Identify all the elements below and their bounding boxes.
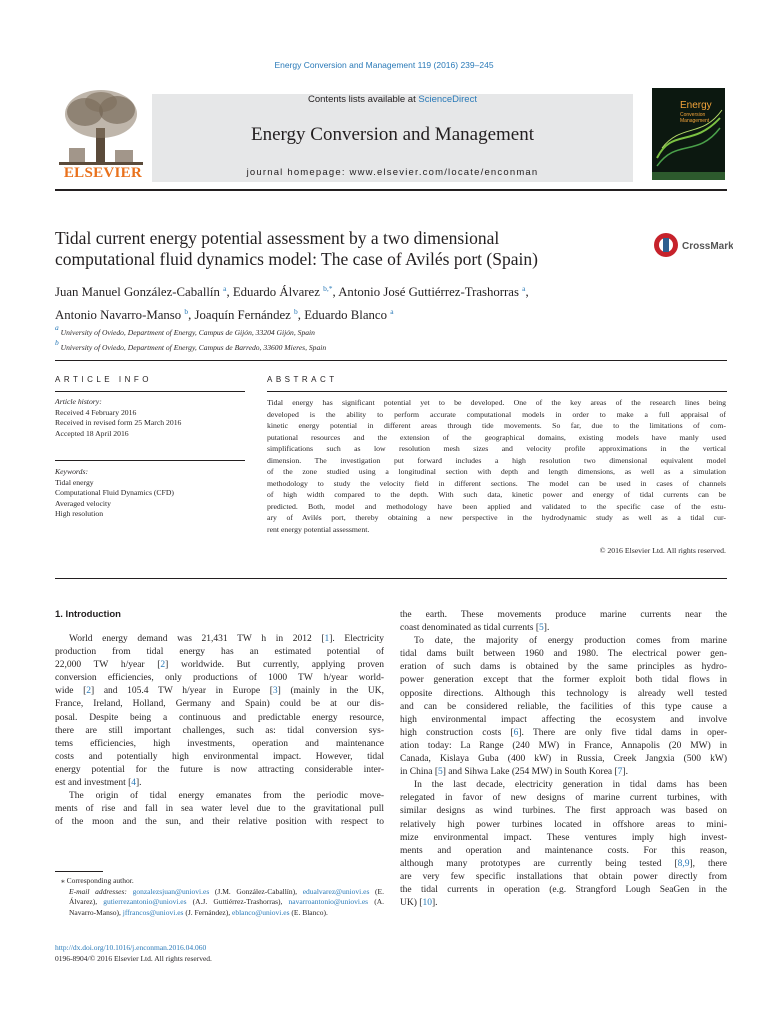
abstract-line: developed is the ability to perform accurate computational models in order to make a full appraisal of	[267, 409, 726, 419]
email-addresses	[55, 887, 384, 919]
email-link[interactable]: edualvarez@uniovi.es	[302, 886, 370, 896]
journal-title: Energy Conversion and Management	[251, 124, 534, 145]
citation-link[interactable]: 7	[617, 767, 623, 778]
cover-title-2: Conversion	[680, 112, 706, 118]
author-name: Eduardo Blanco	[304, 308, 388, 322]
journal-reference[interactable]: Energy Conversion and Management 119 (2016) 239–245	[274, 60, 494, 70]
citation-link[interactable]: 1	[324, 634, 330, 644]
body-text-line: there are still important challenges, such as: tidal conversion sys-	[55, 725, 384, 736]
author-affiliation-mark[interactable]: b,*	[323, 284, 333, 293]
sciencedirect-link[interactable]: ScienceDirect	[418, 94, 477, 105]
abstract-line: ary of Avilés port, thereby obtaining a new perspective in the hydrodynamic study as well as a tidal cur-	[267, 513, 726, 522]
citation-link[interactable]: 5	[438, 767, 443, 778]
body-text-line: opposite directions. Although this technology is already well tested	[400, 688, 727, 699]
affiliation-b: $^b$ University of Oviedo, Department of Energy, Campus de Barredo, 33600 Mieres, Spain	[55, 338, 327, 352]
abstract-heading: ABSTRACT	[267, 375, 338, 384]
footnotes	[55, 876, 384, 918]
author-separator: ,	[297, 308, 305, 322]
body-text-line: Canada, Kislaya Guba (400 kW) in Russia, Creek Jangxia (500 kW)	[400, 754, 727, 765]
citation-link[interactable]: 8,9	[677, 858, 690, 869]
body-text-line: wide [2] and 105.4 TW h/year in Europe [3] (mainly in the UK,	[55, 686, 384, 697]
elsevier-wordmark: ELSEVIER	[63, 165, 143, 181]
divider	[55, 460, 245, 461]
author-separator: ,	[332, 285, 339, 299]
abstract-line: Tidal energy has significant potential yet to be developed. One of the key areas of the research lines being	[267, 398, 726, 407]
authors-line-1	[55, 279, 695, 302]
affiliation-a: $^a$ University of Oviedo, Department of Energy, Campus de Gijón, 33204 Gijón, Spain	[55, 323, 315, 337]
email-owner: (J.M. González-Caballín),	[209, 886, 303, 896]
body-text-line: similar designs as wind turbines. The first approach was based on	[400, 806, 727, 817]
contents-prefix: Contents lists available at	[308, 94, 419, 105]
body-text-line: are very few specific installations that obtain power directly from	[400, 871, 727, 882]
affiliations	[55, 323, 695, 353]
email-link[interactable]: jffrancos@uniovi.es	[122, 907, 184, 917]
author-name: Juan Manuel González-Caballín	[55, 285, 220, 299]
title-line-2: computational fluid dynamics model: The case of Avilés port (Spain)	[55, 249, 538, 269]
author-affiliation-mark[interactable]: a	[223, 284, 227, 293]
author-name: Joaquín Fernández	[194, 308, 291, 322]
doi-block	[55, 943, 384, 964]
history-received: Received 4 February 2016	[55, 407, 137, 417]
history-revised: Received in revised form 25 March 2016	[55, 418, 182, 428]
abstract-line: methodology to study the velocity field in different sections. The model can be used in cases of channels	[267, 478, 726, 488]
history-label: Article history:	[55, 397, 102, 406]
body-text-line: To date, the majority of energy production comes from marine	[414, 636, 727, 647]
body-text-line: mize environmental impact. These ventures imply high invest-	[400, 832, 727, 843]
body-text-line: production from tidal energy has an estimated potential of	[55, 647, 384, 658]
author-affiliation-mark[interactable]: b	[294, 307, 298, 316]
doi-link[interactable]: http://dx.doi.org/10.1016/j.enconman.2016.04.060	[55, 943, 207, 952]
body-text-line: ation today: La Range (240 MW) in France, Annapolis (20 MW) in	[400, 740, 727, 751]
body-text-line: The origin of tidal energy emanates from the periodic move-	[69, 791, 384, 802]
body-text-line: although many prototypes are currently being tested [8,9], there	[400, 858, 727, 869]
authors-line-2	[55, 302, 695, 325]
article-info-heading: ARTICLE INFO	[55, 375, 152, 384]
author-affiliation-mark[interactable]: a	[390, 307, 394, 316]
body-column-right	[400, 609, 727, 910]
contents-line	[152, 94, 633, 105]
email-link[interactable]: navarroantonio@uniovi.es	[288, 897, 369, 907]
email-link[interactable]: gutierrezantonio@uniovi.es	[103, 897, 187, 907]
header-divider	[55, 189, 727, 191]
email-owner: (A.J. Guttiérrez-Trashorras),	[186, 897, 289, 907]
body-text-line: conversion efficiencies, only productions of 1000 TW h/year world-	[55, 673, 384, 684]
keyword: Tidal energy	[55, 477, 94, 487]
body-text-line: UK) [10].	[400, 898, 438, 909]
email-owner: (E. Blanco).	[289, 907, 328, 917]
journal-homepage	[152, 167, 633, 178]
author-separator: ,	[188, 308, 195, 322]
abstract-line: predicted. Both, model and methodology have been applied and validated to the specific case of the estu-	[267, 501, 726, 511]
citation-link[interactable]: 4	[131, 778, 136, 789]
homepage-link[interactable]: www.elsevier.com/locate/enconman	[349, 167, 539, 178]
section-heading-introduction: 1. Introduction	[55, 609, 121, 620]
author-separator: ,	[525, 285, 529, 299]
keyword: Computational Fluid Dynamics (CFD)	[55, 488, 174, 498]
body-text-line: relatively high power turbines located in offshore areas to mini-	[400, 819, 727, 830]
body-text-line: and can be considered reliable, the facilities of this type cause a	[400, 701, 727, 712]
body-text-line: high environmental impact affecting the ecosystem and involve	[400, 714, 727, 725]
citation-link[interactable]: 2	[160, 660, 166, 671]
author-affiliation-mark[interactable]: a	[522, 284, 526, 293]
author-separator: ,	[226, 285, 233, 299]
body-text-line: est and investment [4].	[55, 778, 142, 789]
body-text-line: costs and potentially high environmental impact. However, tidal	[55, 751, 384, 762]
body-text-line: high construction costs [6]. There are only five tidal dams in oper-	[400, 727, 727, 738]
body-column-left	[55, 633, 384, 829]
abstract-line: dimension. The investigation put forward includes a high resolution two dimensional equivalent model	[267, 455, 726, 465]
journal-cover-image[interactable]	[652, 88, 725, 180]
body-text-line: 22,000 TW h/year [2] worldwide. But currently, applying proven	[55, 660, 384, 671]
keyword: High resolution	[55, 509, 104, 519]
citation-link[interactable]: 5	[539, 623, 544, 634]
crossmark-label: CrossMark	[682, 241, 733, 252]
body-text-line: the earth. These movements produce marine currents near the	[400, 610, 727, 620]
keyword: Averaged velocity	[55, 498, 111, 508]
divider	[267, 391, 727, 392]
abstract-copyright: © 2016 Elsevier Ltd. All rights reserved.	[599, 546, 726, 555]
history-accepted: Accepted 18 April 2016	[55, 428, 129, 438]
abstract-line: simplifications such as low resolution mesh sizes and velocity profile approximations in the vertical	[267, 444, 726, 453]
email-link[interactable]: gonzalezsjuan@uniovi.es	[132, 886, 210, 896]
body-text-line: the tidal currents in operation (e.g. Strangford Lough SeaGen in the	[400, 884, 727, 895]
emails-label: E-mail addresses:	[69, 886, 133, 896]
body-text-line: ments of rise and fall in sea water level due to the gravitational pull	[55, 804, 384, 815]
author-name: Antonio Navarro-Manso	[55, 308, 182, 322]
body-text-line: coast denominated as tidal currents [5].	[400, 623, 550, 634]
citation-link[interactable]: 2	[86, 686, 92, 697]
body-text-line: tidal dams built between 1960 and 1980. The electrical power gen-	[400, 649, 727, 660]
author-list	[55, 279, 695, 325]
body-text-line: energy potential for the future is now attracting considerable inter-	[55, 764, 384, 775]
issn-line: 0196-8904/© 2016 Elsevier Ltd. All rights reserved.	[55, 953, 212, 963]
author-name: Eduardo Álvarez	[232, 285, 320, 299]
keywords	[55, 467, 250, 520]
divider	[55, 360, 727, 361]
abstract-line: of high width compared to the depth. With such data, kinetic power and energy of tidal currents can be	[267, 490, 726, 499]
body-text-line: power generation except that the former exploit both tidal flows in	[400, 675, 727, 686]
body-text-line: tems efficiencies, high investments, operation and maintenance	[55, 738, 384, 749]
keywords-label: Keywords:	[55, 467, 89, 476]
email-owner: (A. Navarro-Manso),	[69, 897, 384, 917]
divider	[55, 578, 727, 579]
author-affiliation-mark[interactable]: b	[184, 307, 189, 316]
body-text-line: eration of such dams is obtained by the same principles as hydro-	[400, 662, 727, 673]
journal-header	[55, 88, 727, 188]
cover-title-1: Energy	[680, 100, 712, 111]
body-text-line: relegated in favor of new designs of marine current turbines, with	[400, 793, 727, 804]
abstract-line: kinetic energy potential in different areas through tide movements. So far, due to the limitations of com-	[267, 421, 726, 430]
body-text-line: ments and operation and maintenance costs. For this reason,	[400, 845, 727, 856]
body-text-line: in China [5] and Sihwa Lake (254 MW) in South Korea [7].	[400, 767, 628, 778]
abstract-text	[267, 397, 726, 535]
divider	[55, 391, 245, 392]
article-title	[55, 228, 635, 270]
body-text-line: In the last decade, electricity generation in tidal dams has been	[414, 780, 727, 791]
author-name: Antonio José Guttiérrez-Trashorras	[338, 285, 519, 299]
abstract-line: rent energy potential assessment.	[267, 524, 370, 534]
email-link[interactable]: eblanco@uniovi.es	[231, 907, 290, 917]
journal-banner	[152, 94, 633, 182]
citation-link[interactable]: 3	[272, 686, 278, 697]
email-owner: (E. Álvarez),	[69, 886, 384, 907]
cover-title-3: Management	[680, 118, 710, 124]
body-text-line: of the moon and the sun, and their relative position with respect to	[55, 817, 384, 828]
abstract-line: of the zone studied using a longitudinal section with depth and length dimensions, as well as a simulation	[267, 467, 726, 476]
citation-link[interactable]: 10	[422, 898, 432, 909]
body-text-line: France, Ireland, Holland, Germany and Spain) could be at our dis-	[55, 699, 384, 710]
corresponding-author-note: ⁎ Corresponding author.	[61, 876, 134, 885]
citation-link[interactable]: 6	[513, 727, 519, 738]
email-owner: (J. Fernández),	[183, 907, 232, 917]
crossmark-badge[interactable]	[653, 230, 733, 260]
footnote-divider	[55, 871, 103, 872]
article-history	[55, 397, 250, 439]
body-text-line: World energy demand was 21,431 TW h in 2012 [1]. Electricity	[69, 634, 384, 644]
title-line-1: Tidal current energy potential assessment by a two dimensional	[55, 228, 500, 248]
homepage-prefix: journal homepage:	[246, 167, 350, 178]
body-text-line: posal. Despite being a continuous and predictable energy resource,	[55, 712, 384, 723]
abstract-line: putational resources and the extension of the geographical domains, existing models have manly used	[267, 432, 726, 442]
